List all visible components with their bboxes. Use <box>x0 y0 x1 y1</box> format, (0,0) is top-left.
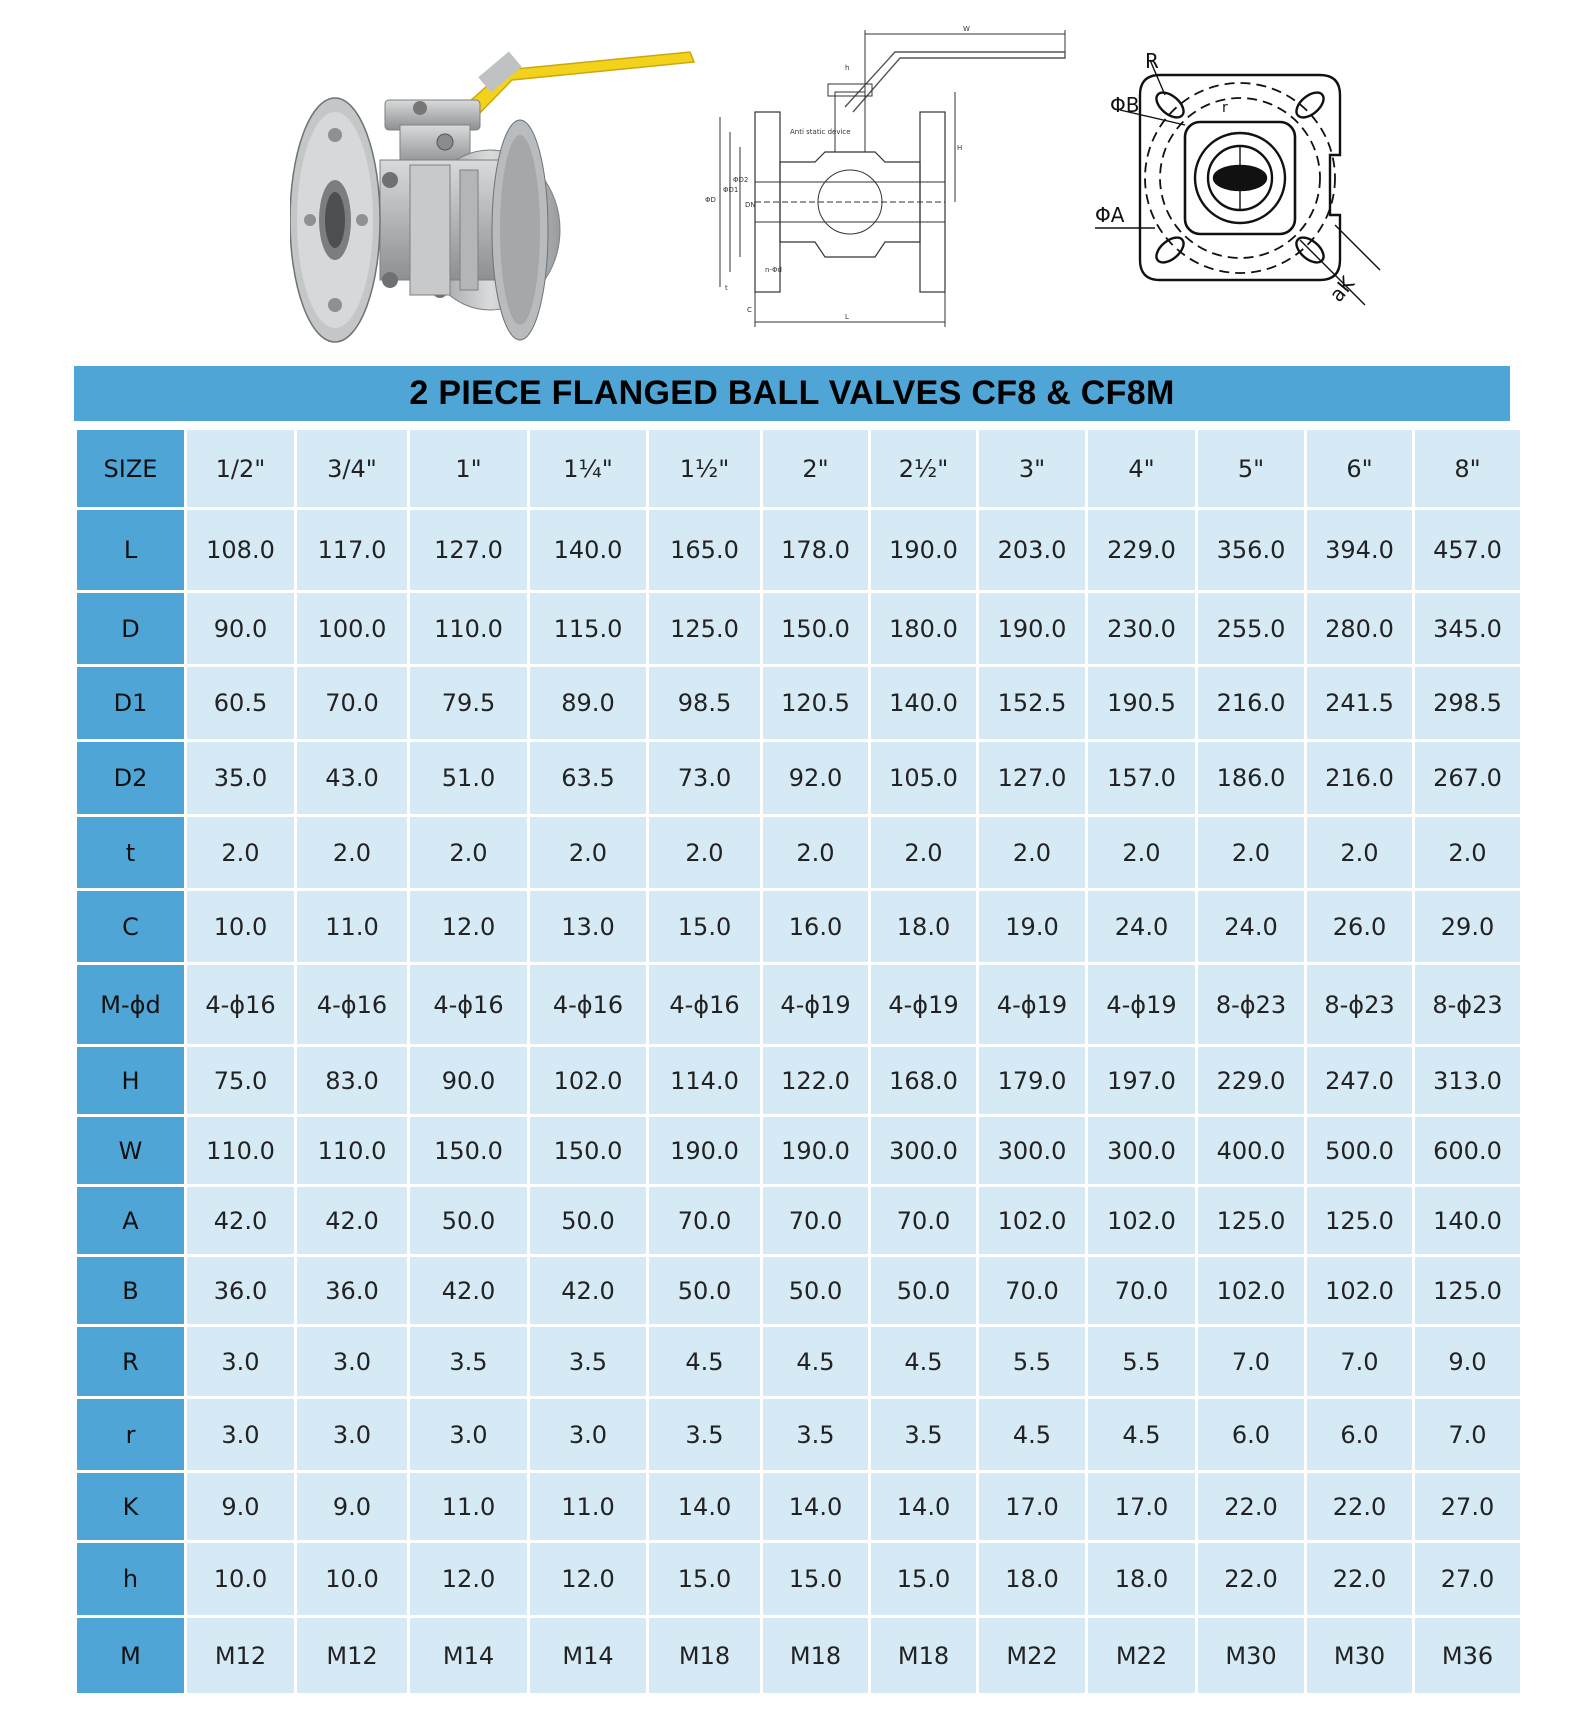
table-cell: 42.0 <box>296 1186 409 1256</box>
table-cell: 13.0 <box>529 890 648 964</box>
dim-t-label: t <box>725 284 728 292</box>
table-cell: 17.0 <box>1087 1472 1197 1542</box>
table-cell: 70.0 <box>648 1186 762 1256</box>
table-cell: M22 <box>1087 1617 1197 1695</box>
table-title: 2 PIECE FLANGED BALL VALVES CF8 & CF8M <box>74 366 1510 421</box>
row-label: R <box>76 1326 186 1398</box>
dim-r-label: R <box>1145 50 1159 73</box>
table-cell: 229.0 <box>1197 1046 1306 1116</box>
size-cell: 2½" <box>870 429 978 509</box>
table-cell: 500.0 <box>1306 1116 1414 1186</box>
table-cell: 5.5 <box>1087 1326 1197 1398</box>
row-label: B <box>76 1256 186 1326</box>
table-cell: 14.0 <box>648 1472 762 1542</box>
size-cell: 6" <box>1306 429 1414 509</box>
table-cell: 3.0 <box>186 1398 296 1472</box>
row-label: t <box>76 816 186 890</box>
table-cell: 3.5 <box>870 1398 978 1472</box>
table-cell: 125.0 <box>648 592 762 666</box>
table-cell: 29.0 <box>1414 890 1522 964</box>
table-cell: 10.0 <box>296 1542 409 1617</box>
table-cell: 2.0 <box>978 816 1087 890</box>
row-label: H <box>76 1046 186 1116</box>
table-cell: 8-ϕ23 <box>1306 964 1414 1046</box>
table-cell: 50.0 <box>762 1256 870 1326</box>
table-cell: 51.0 <box>409 741 529 816</box>
table-cell: 3.5 <box>529 1326 648 1398</box>
table-cell: 125.0 <box>1197 1186 1306 1256</box>
dim-phib-label: ΦB <box>1110 93 1140 117</box>
table-row <box>76 1186 1522 1256</box>
table-cell: 3.0 <box>186 1326 296 1398</box>
table-cell: 50.0 <box>870 1256 978 1326</box>
row-label: M-ϕd <box>76 964 186 1046</box>
table-cell: 300.0 <box>870 1116 978 1186</box>
table-cell: 24.0 <box>1197 890 1306 964</box>
table-cell: 2.0 <box>870 816 978 890</box>
table-cell: 89.0 <box>529 666 648 741</box>
table-cell: 247.0 <box>1306 1046 1414 1116</box>
dim-d1-label: ΦD1 <box>723 186 739 194</box>
table-cell: 11.0 <box>409 1472 529 1542</box>
table-cell: 3.0 <box>296 1326 409 1398</box>
table-row <box>76 666 1522 741</box>
table-cell: 7.0 <box>1306 1326 1414 1398</box>
table-cell: 4.5 <box>762 1326 870 1398</box>
table-cell: M14 <box>409 1617 529 1695</box>
size-cell: 5" <box>1197 429 1306 509</box>
table-cell: 117.0 <box>296 509 409 592</box>
table-cell: 140.0 <box>529 509 648 592</box>
table-cell: 229.0 <box>1087 509 1197 592</box>
table-cell: 267.0 <box>1414 741 1522 816</box>
table-cell: 190.5 <box>1087 666 1197 741</box>
table-cell: 100.0 <box>296 592 409 666</box>
table-cell: 70.0 <box>978 1256 1087 1326</box>
table-cell: 2.0 <box>1087 816 1197 890</box>
table-cell: 4-ϕ16 <box>186 964 296 1046</box>
table-cell: 108.0 <box>186 509 296 592</box>
table-cell: 4-ϕ19 <box>762 964 870 1046</box>
table-cell: M12 <box>296 1617 409 1695</box>
table-cell: 280.0 <box>1306 592 1414 666</box>
table-cell: 6.0 <box>1306 1398 1414 1472</box>
table-cell: 70.0 <box>296 666 409 741</box>
row-label: D <box>76 592 186 666</box>
dim-w-label: W <box>963 25 970 33</box>
table-cell: 255.0 <box>1197 592 1306 666</box>
table-cell: 140.0 <box>870 666 978 741</box>
table-cell: 15.0 <box>762 1542 870 1617</box>
table-cell: 14.0 <box>870 1472 978 1542</box>
table-cell: M30 <box>1306 1617 1414 1695</box>
dim-l-label: L <box>845 313 849 321</box>
table-cell: 11.0 <box>529 1472 648 1542</box>
table-cell: 8-ϕ23 <box>1414 964 1522 1046</box>
figures-area <box>0 0 1587 360</box>
table-cell: 127.0 <box>409 509 529 592</box>
table-cell: 127.0 <box>978 741 1087 816</box>
table-cell: 457.0 <box>1414 509 1522 592</box>
table-cell: 400.0 <box>1197 1116 1306 1186</box>
dim-nd-label: n-Φd <box>765 266 782 274</box>
table-cell: 9.0 <box>186 1472 296 1542</box>
table-cell: 15.0 <box>870 1542 978 1617</box>
row-label: W <box>76 1116 186 1186</box>
table-row <box>76 741 1522 816</box>
table-cell: 22.0 <box>1197 1472 1306 1542</box>
table-cell: M18 <box>762 1617 870 1695</box>
table-row <box>76 592 1522 666</box>
table-cell: 4-ϕ19 <box>978 964 1087 1046</box>
table-cell: 17.0 <box>978 1472 1087 1542</box>
table-cell: 203.0 <box>978 509 1087 592</box>
table-cell: 4-ϕ16 <box>409 964 529 1046</box>
size-cell: 4" <box>1087 429 1197 509</box>
dim-dn-label: DN <box>745 201 756 209</box>
table-cell: 2.0 <box>762 816 870 890</box>
table-cell: 7.0 <box>1197 1326 1306 1398</box>
table-cell: 110.0 <box>186 1116 296 1186</box>
table-row <box>76 1542 1522 1617</box>
table-row <box>76 964 1522 1046</box>
table-cell: 75.0 <box>186 1046 296 1116</box>
table-cell: 600.0 <box>1414 1116 1522 1186</box>
table-cell: M36 <box>1414 1617 1522 1695</box>
table-cell: 102.0 <box>1306 1256 1414 1326</box>
table-cell: 70.0 <box>762 1186 870 1256</box>
table-row <box>76 816 1522 890</box>
table-cell: 8-ϕ23 <box>1197 964 1306 1046</box>
table-cell: M14 <box>529 1617 648 1695</box>
table-row <box>76 509 1522 592</box>
size-cell: 1¼" <box>529 429 648 509</box>
table-cell: 102.0 <box>978 1186 1087 1256</box>
valve-photo <box>290 40 710 350</box>
dim-d2-label: ΦD2 <box>733 176 749 184</box>
table-cell: 4.5 <box>1087 1398 1197 1472</box>
table-row <box>76 1617 1522 1695</box>
table-row <box>76 1472 1522 1542</box>
table-cell: 3.0 <box>529 1398 648 1472</box>
table-cell: 157.0 <box>1087 741 1197 816</box>
table-cell: 10.0 <box>186 1542 296 1617</box>
table-cell: 3.5 <box>762 1398 870 1472</box>
table-cell: 168.0 <box>870 1046 978 1116</box>
table-cell: 3.5 <box>648 1398 762 1472</box>
table-cell: 70.0 <box>870 1186 978 1256</box>
table-cell: 63.5 <box>529 741 648 816</box>
table-cell: 42.0 <box>186 1186 296 1256</box>
table-cell: 70.0 <box>1087 1256 1197 1326</box>
dim-h-label: H <box>957 144 963 152</box>
table-cell: M12 <box>186 1617 296 1695</box>
dim-c-label: C <box>747 306 752 314</box>
table-cell: 2.0 <box>296 816 409 890</box>
table-cell: 102.0 <box>529 1046 648 1116</box>
table-cell: 18.0 <box>1087 1542 1197 1617</box>
table-cell: 152.5 <box>978 666 1087 741</box>
table-cell: 3.5 <box>409 1326 529 1398</box>
table-cell: M30 <box>1197 1617 1306 1695</box>
table-cell: 4.5 <box>978 1398 1087 1472</box>
table-cell: 12.0 <box>409 890 529 964</box>
table-cell: 79.5 <box>409 666 529 741</box>
table-cell: 4-ϕ19 <box>1087 964 1197 1046</box>
table-cell: 394.0 <box>1306 509 1414 592</box>
table-cell: 125.0 <box>1414 1256 1522 1326</box>
row-label: h <box>76 1542 186 1617</box>
table-cell: 180.0 <box>870 592 978 666</box>
table-cell: 15.0 <box>648 1542 762 1617</box>
table-cell: 190.0 <box>870 509 978 592</box>
table-cell: 92.0 <box>762 741 870 816</box>
row-label: M <box>76 1617 186 1695</box>
row-label: C <box>76 890 186 964</box>
table-cell: 10.0 <box>186 890 296 964</box>
dim-d-label: ΦD <box>705 196 716 204</box>
table-cell: 42.0 <box>409 1256 529 1326</box>
table-row <box>76 1398 1522 1472</box>
table-cell: 50.0 <box>529 1186 648 1256</box>
table-cell: 216.0 <box>1197 666 1306 741</box>
table-cell: 2.0 <box>648 816 762 890</box>
table-cell: 4-ϕ16 <box>529 964 648 1046</box>
table-cell: 179.0 <box>978 1046 1087 1116</box>
row-label: K <box>76 1472 186 1542</box>
table-cell: 73.0 <box>648 741 762 816</box>
table-row <box>76 1116 1522 1186</box>
table-cell: 2.0 <box>1414 816 1522 890</box>
table-cell: 22.0 <box>1306 1472 1414 1542</box>
row-label: A <box>76 1186 186 1256</box>
table-cell: 186.0 <box>1197 741 1306 816</box>
table-cell: 140.0 <box>1414 1186 1522 1256</box>
table-cell: 9.0 <box>1414 1326 1522 1398</box>
table-cell: 26.0 <box>1306 890 1414 964</box>
table-row <box>76 1046 1522 1116</box>
table-cell: 22.0 <box>1197 1542 1306 1617</box>
table-cell: 27.0 <box>1414 1542 1522 1617</box>
table-cell: 36.0 <box>186 1256 296 1326</box>
table-cell: 50.0 <box>409 1186 529 1256</box>
table-cell: 35.0 <box>186 741 296 816</box>
table-cell: 190.0 <box>648 1116 762 1186</box>
table-cell: M18 <box>870 1617 978 1695</box>
table-cell: 16.0 <box>762 890 870 964</box>
table-cell: 43.0 <box>296 741 409 816</box>
table-cell: 12.0 <box>409 1542 529 1617</box>
table-cell: 4.5 <box>870 1326 978 1398</box>
table-cell: 125.0 <box>1306 1186 1414 1256</box>
table-cell: 90.0 <box>409 1046 529 1116</box>
table-cell: 4-ϕ16 <box>648 964 762 1046</box>
row-label: D1 <box>76 666 186 741</box>
table-cell: 2.0 <box>529 816 648 890</box>
table-cell: 150.0 <box>409 1116 529 1186</box>
table-cell: 18.0 <box>978 1542 1087 1617</box>
table-cell: 4-ϕ19 <box>870 964 978 1046</box>
table-cell: 18.0 <box>870 890 978 964</box>
table-cell: 24.0 <box>1087 890 1197 964</box>
table-cell: 98.5 <box>648 666 762 741</box>
table-cell: 115.0 <box>529 592 648 666</box>
table-cell: 6.0 <box>1197 1398 1306 1472</box>
table-cell: 216.0 <box>1306 741 1414 816</box>
table-cell: 2.0 <box>1197 816 1306 890</box>
table-cell: 19.0 <box>978 890 1087 964</box>
table-cell: 345.0 <box>1414 592 1522 666</box>
table-cell: 83.0 <box>296 1046 409 1116</box>
dimensions-table <box>74 427 1523 1696</box>
table-cell: 197.0 <box>1087 1046 1197 1116</box>
table-cell: 2.0 <box>186 816 296 890</box>
table-row <box>76 890 1522 964</box>
table-cell: 90.0 <box>186 592 296 666</box>
table-cell: 60.5 <box>186 666 296 741</box>
table-cell: 27.0 <box>1414 1472 1522 1542</box>
size-header-label: SIZE <box>76 429 186 509</box>
table-cell: 110.0 <box>296 1116 409 1186</box>
table-cell: 3.0 <box>296 1398 409 1472</box>
size-cell: 3/4" <box>296 429 409 509</box>
table-cell: 313.0 <box>1414 1046 1522 1116</box>
sectional-drawing <box>695 22 1075 342</box>
table-cell: 102.0 <box>1197 1256 1306 1326</box>
dim-h-small-label: h <box>845 64 850 72</box>
table-cell: M22 <box>978 1617 1087 1695</box>
table-cell: 105.0 <box>870 741 978 816</box>
table-cell: 300.0 <box>1087 1116 1197 1186</box>
table-cell: 2.0 <box>1306 816 1414 890</box>
table-cell: 178.0 <box>762 509 870 592</box>
row-label: D2 <box>76 741 186 816</box>
table-cell: 5.5 <box>978 1326 1087 1398</box>
table-cell: 120.5 <box>762 666 870 741</box>
table-cell: 150.0 <box>529 1116 648 1186</box>
table-cell: 50.0 <box>648 1256 762 1326</box>
row-label: L <box>76 509 186 592</box>
table-cell: 12.0 <box>529 1542 648 1617</box>
dimensions-table-body <box>76 429 1522 1695</box>
anti-static-label: Anti static device <box>790 128 851 136</box>
dim-phia-label: ΦA <box>1095 203 1125 227</box>
size-cell: 8" <box>1414 429 1522 509</box>
table-cell: 300.0 <box>978 1116 1087 1186</box>
table-cell: 114.0 <box>648 1046 762 1116</box>
table-cell: 110.0 <box>409 592 529 666</box>
dim-r-small-label: r <box>1222 100 1228 116</box>
table-cell: 190.0 <box>978 592 1087 666</box>
table-cell: 190.0 <box>762 1116 870 1186</box>
table-row <box>76 1326 1522 1398</box>
mounting-pad-drawing <box>1090 50 1390 340</box>
table-cell: 14.0 <box>762 1472 870 1542</box>
size-header-row <box>76 429 1522 509</box>
row-label: r <box>76 1398 186 1472</box>
table-cell: 2.0 <box>409 816 529 890</box>
table-cell: 356.0 <box>1197 509 1306 592</box>
table-cell: 15.0 <box>648 890 762 964</box>
table-cell: 11.0 <box>296 890 409 964</box>
table-cell: 241.5 <box>1306 666 1414 741</box>
size-cell: 3" <box>978 429 1087 509</box>
size-cell: 1½" <box>648 429 762 509</box>
table-cell: 102.0 <box>1087 1186 1197 1256</box>
table-cell: 3.0 <box>409 1398 529 1472</box>
table-cell: 4-ϕ16 <box>296 964 409 1046</box>
dim-ak-label: aK <box>1324 271 1360 307</box>
table-cell: 230.0 <box>1087 592 1197 666</box>
table-cell: 7.0 <box>1414 1398 1522 1472</box>
table-cell: 9.0 <box>296 1472 409 1542</box>
table-cell: 150.0 <box>762 592 870 666</box>
table-cell: 165.0 <box>648 509 762 592</box>
size-cell: 1" <box>409 429 529 509</box>
table-cell: 42.0 <box>529 1256 648 1326</box>
table-cell: 298.5 <box>1414 666 1522 741</box>
table-cell: 122.0 <box>762 1046 870 1116</box>
table-cell: 36.0 <box>296 1256 409 1326</box>
table-row <box>76 1256 1522 1326</box>
table-cell: 4.5 <box>648 1326 762 1398</box>
size-cell: 1/2" <box>186 429 296 509</box>
size-cell: 2" <box>762 429 870 509</box>
table-cell: M18 <box>648 1617 762 1695</box>
table-cell: 22.0 <box>1306 1542 1414 1617</box>
